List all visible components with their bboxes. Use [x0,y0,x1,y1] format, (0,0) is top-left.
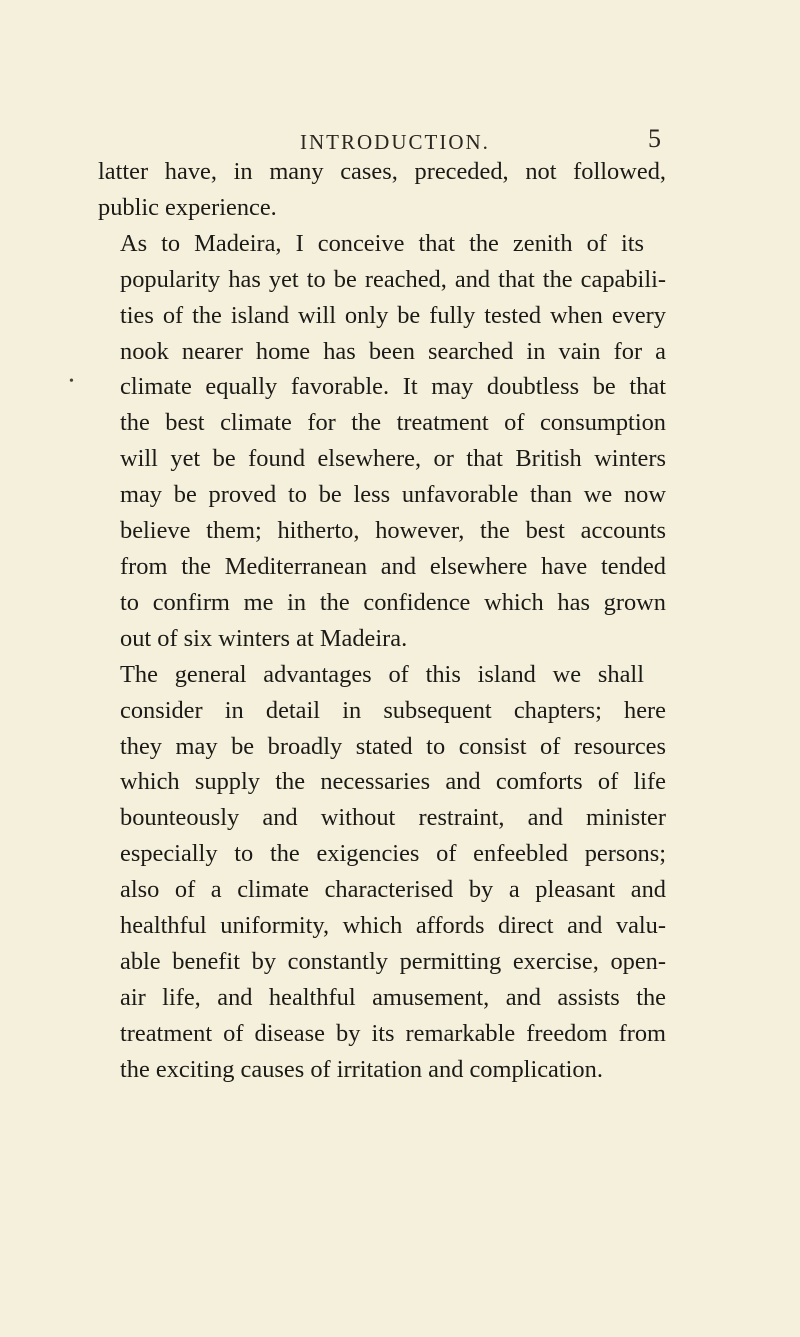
text-line: climate equally favorable. It may doubtless be that [120,373,666,401]
paragraph [98,154,666,226]
paragraph [98,226,666,657]
text-line: popularity has yet to be reached, and that the capabili- [120,265,666,293]
paragraph [98,657,666,1088]
text-line: they may be broadly stated to consist of resources [120,732,666,760]
text-line: latter have, in many cases, preceded, not followed, [98,158,666,185]
text-line: treatment of disease by its remarkable freedom from [120,1019,666,1047]
text-line: nook nearer home has been searched in vain for a [120,337,666,365]
text-line: out of six winters at Madeira. [120,624,408,652]
running-head: INTRODUCTION. [300,130,490,154]
text-line: able benefit by constantly permitting exercise, open- [120,947,666,975]
text-line: ties of the island will only be fully tested when every [120,301,666,329]
text-line: air life, and healthful amusement, and assists the [120,983,666,1011]
text-line: healthful uniformity, which affords direct and valu- [120,912,666,940]
text-line: believe them; hitherto, however, the best accounts [120,517,666,545]
text-line: the best climate for the treatment of consumption [120,409,666,437]
text-line: public experience. [98,193,277,221]
text-line: bounteously and without restraint, and minister [120,804,666,832]
text-line: especially to the exigencies of enfeebled persons; [120,840,666,868]
text-line: also of a climate characterised by a pleasant and [120,876,666,904]
text-line: from the Mediterranean and elsewhere have tended [120,552,666,580]
text-line: will yet be found elsewhere, or that British winters [120,445,666,473]
text-line: may be proved to be less unfavorable than we now [120,481,666,509]
text-line: The general advantages of this island we shall [120,660,644,688]
text-line: the exciting causes of irritation and complication. [120,1055,603,1083]
text-line: As to Madeira, I conceive that the zenith of its [120,229,644,257]
body-text [98,154,666,1088]
page-number: 5 [648,124,661,153]
text-line: consider in detail in subsequent chapters; here [120,696,666,724]
text-line: to confirm me in the confidence which has grown [120,588,666,616]
text-line: which supply the necessaries and comforts of life [120,768,666,796]
margin-mark: • [69,374,74,389]
